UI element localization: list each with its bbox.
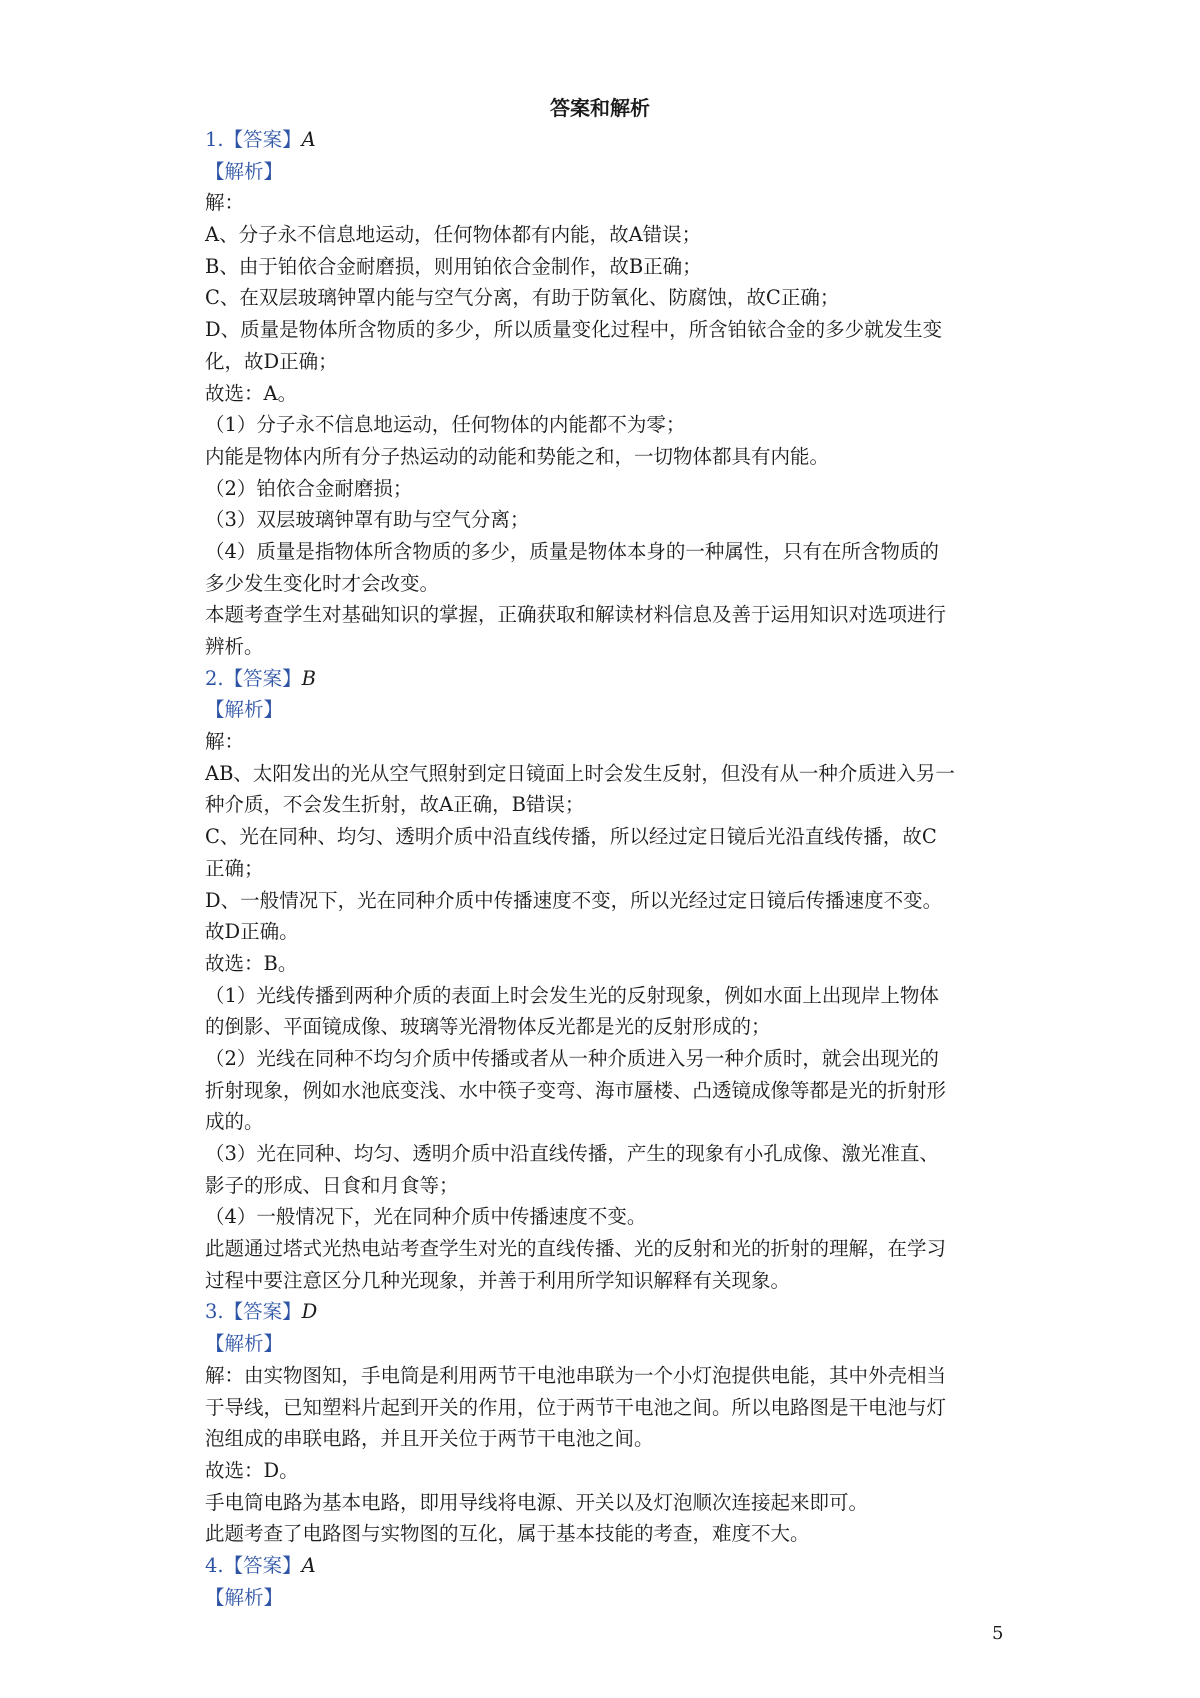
- q2-text-line: 故D正确。: [205, 920, 299, 944]
- q1-answer-label: 【答案】: [223, 128, 302, 151]
- q4-answer-label: 【答案】: [223, 1553, 302, 1577]
- q2-answer-letter: B: [301, 666, 316, 690]
- q4-analysis-label: 【解析】: [205, 1585, 284, 1609]
- q2-text-line: 过程中要注意区分几种光现象，并善于利用所学知识解释有关现象。: [205, 1268, 791, 1292]
- q2-text-line: （4）一般情况下，光在同种介质中传播速度不变。: [205, 1205, 647, 1229]
- q2-text-line: 的倒影、平面镜成像、玻璃等光滑物体反光都是光的反射形成的；: [205, 1015, 771, 1039]
- q2-text-line: 影子的形成、日食和月食等；: [205, 1173, 459, 1197]
- q1-text-line: A、分子永不信息地运动，任何物体都有内能，故A错误；: [205, 223, 702, 247]
- q2-text-line: 成的。: [205, 1110, 264, 1134]
- page-title: 答案和解析: [550, 96, 650, 120]
- q2-analysis-label: 【解析】: [205, 698, 284, 722]
- q2-text-line: 折射现象，例如水池底变浅、水中筷子变弯、海市蜃楼、凸透镜成像等都是光的折射形: [205, 1078, 947, 1102]
- q3-answer-letter: D: [301, 1300, 318, 1324]
- q3-text-line: 解：由实物图知，手电筒是利用两节干电池串联为一个小灯泡提供电能，其中外壳相当: [205, 1363, 947, 1387]
- q3-number: 3.: [205, 1300, 224, 1324]
- q1-text-line: （2）铂依合金耐磨损；: [205, 476, 413, 500]
- q3-analysis-label: 【解析】: [205, 1332, 284, 1356]
- q3-answer-label: 【答案】: [223, 1300, 302, 1324]
- q3-text-line: 故选：D。: [205, 1458, 299, 1482]
- q1-text-line: 本题考查学生对基础知识的掌握，正确获取和解读材料信息及善于运用知识对选项进行: [205, 603, 947, 627]
- q1-answer-letter: A: [301, 128, 316, 151]
- q2-text-line: （2）光线在同种不均匀介质中传播或者从一种介质进入另一种介质时，就会出现光的: [205, 1046, 939, 1070]
- q3-text-line: 泡组成的串联电路，并且开关位于两节干电池之间。: [205, 1427, 654, 1451]
- q2-answer-line: [205, 663, 1005, 695]
- q1-text-line: 故选：A。: [205, 381, 298, 405]
- q1-text-line: B、由于铂依合金耐磨损，则用铂依合金制作，故B正确；: [205, 254, 702, 278]
- q1-analysis-label: 【解析】: [205, 159, 284, 183]
- q1-text-line: 内能是物体内所有分子热运动的动能和势能之和，一切物体都具有内能。: [205, 444, 830, 468]
- q2-text-line: C、光在同种、均匀、透明介质中沿直线传播，所以经过定日镜后光沿直线传播，故C: [205, 825, 937, 849]
- q1-text-line: 解：: [205, 191, 245, 215]
- q3-answer-line: [205, 1296, 1005, 1328]
- q1-answer-line: [205, 124, 1005, 156]
- q4-answer-letter: A: [301, 1553, 316, 1577]
- q2-text-line: 种介质，不会发生折射，故A正确，B错误；: [205, 793, 585, 817]
- q3-text-line: 此题考查了电路图与实物图的互化，属于基本技能的考查，难度不大。: [205, 1522, 810, 1546]
- q1-number: 1.: [205, 128, 224, 151]
- q2-text-line: 正确；: [205, 856, 264, 880]
- q2-text-line: （1）光线传播到两种介质的表面上时会发生光的反射现象，例如水面上出现岸上物体: [205, 983, 939, 1007]
- q3-text-line: 于导线，已知塑料片起到开关的作用，位于两节干电池之间。所以电路图是干电池与灯: [205, 1395, 947, 1419]
- q1-text-line: C、在双层玻璃钟罩内能与空气分离，有助于防氧化、防腐蚀，故C正确；: [205, 286, 840, 310]
- q2-text-line: 解：: [205, 730, 245, 754]
- q1-text-line: 多少发生变化时才会改变。: [205, 571, 440, 595]
- q1-text-line: 化，故D正确；: [205, 349, 338, 373]
- q2-text-line: D、一般情况下，光在同种介质中传播速度不变，所以光经过定日镜后传播速度不变。: [205, 888, 943, 912]
- q2-text-line: （3）光在同种、均匀、透明介质中沿直线传播，产生的现象有小孔成像、激光准直、: [205, 1142, 939, 1165]
- q2-text-line: 此题通过塔式光热电站考查学生对光的直线传播、光的反射和光的折射的理解，在学习: [205, 1237, 947, 1261]
- q2-text-line: 故选：B。: [205, 951, 298, 975]
- q3-text-line: 手电筒电路为基本电路，即用导线将电源、开关以及灯泡顺次连接起来即可。: [205, 1490, 869, 1514]
- q1-text-line: （1）分子永不信息地运动，任何物体的内能都不为零；: [205, 413, 686, 437]
- q4-answer-line: [205, 1550, 1005, 1582]
- q2-text-line: AB、太阳发出的光从空气照射到定日镜面上时会发生反射，但没有从一种介质进入另一: [205, 761, 955, 785]
- q1-text-line: 辨析。: [205, 635, 264, 658]
- q4-number: 4.: [205, 1553, 224, 1577]
- page-number: 5: [992, 1623, 1004, 1644]
- q1-text-line: （4）质量是指物体所含物质的多少，质量是物体本身的一种属性，只有在所含物质的: [205, 539, 939, 563]
- q2-number: 2.: [205, 666, 224, 690]
- q1-text-line: （3）双层玻璃钟罩有助与空气分离；: [205, 508, 530, 532]
- answer-analysis-content: [205, 124, 1005, 1613]
- q1-text-line: D、质量是物体所含物质的多少，所以质量变化过程中，所含铂铱合金的多少就发生变: [205, 318, 943, 342]
- q2-answer-label: 【答案】: [223, 666, 302, 690]
